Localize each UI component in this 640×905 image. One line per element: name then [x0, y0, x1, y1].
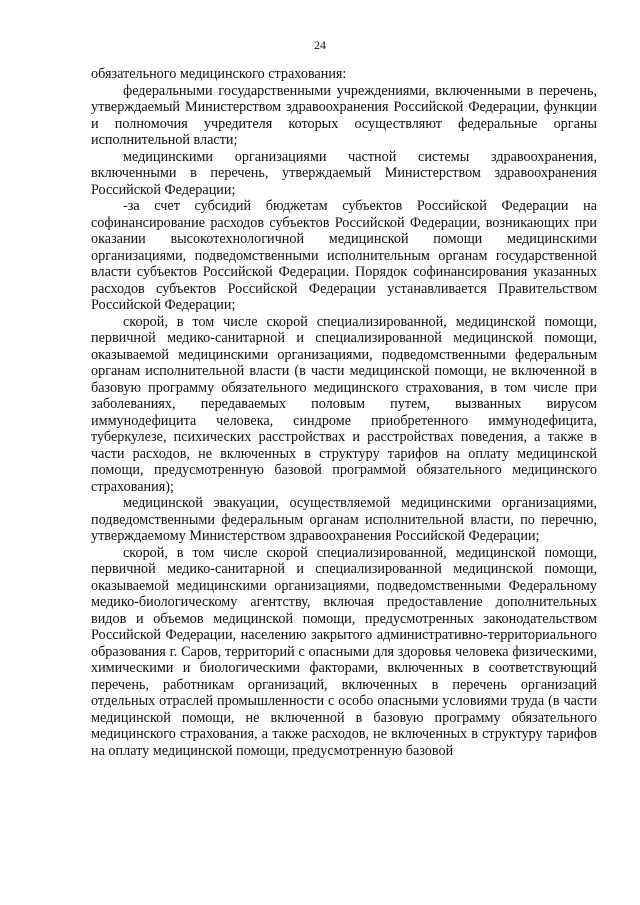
paragraph-private-organizations: медицинскими организациями частной системы здравоохранения, включенными в перечень, утверждаемый Министерством здравоохранения Российской Федерации; [91, 148, 597, 198]
paragraph-continuation: обязательного медицинского страхования: [91, 66, 347, 82]
document-body [91, 66, 597, 759]
page-number: 24 [314, 38, 326, 52]
paragraph-medical-evacuation: медицинской эвакуации, осуществляемой медицинскими организациями, подведомственными федеральным органам исполнительной власти, по перечню, утверждаемому Министерством здравоохранения Российской Федерации; [91, 495, 597, 544]
paragraph-subsidies: -за счет субсидий бюджетам субъектов Российской Федерации на софинансирование расходов субъектов Российской Федерации, возникающих при оказании высокотехнологичной медицинской помощи медицинскими организациями, подведомственными исполнительным органам государственной власти субъектов Российской Федерации. Порядок софинансирования указанных расходов субъектов Российской Федерации устанавливается Правительством Российской Федерации; [91, 198, 597, 313]
paragraph-fmba-care: скорой, в том числе скорой специализированной, медицинской помощи, первичной медико-санитарной и специализированной медицинской помощи, оказываемой медицинскими организациями, подведомственными Федеральному медико-биологическому агентству, включая предоставление дополнительных видов и объемов медицинской помощи, предусмотренных законодательством Российской Федерации, населению закрытого административно-территориального образования г. Саров, территорий с опасными для здоровья человека физическими, химическими и биологическими факторами, включенных в соответствующий перечень, работникам организаций, включенных в перечень организаций отдельных отраслей промышленности с особо опасными условиями труда (в части медицинской помощи, не включенной в базовую программу обязательного медицинского страхования, а также расходов, не включенных в структуру тарифов на оплату медицинской помощи, предусмотренную базовой [91, 544, 597, 759]
paragraph-emergency-care: скорой, в том числе скорой специализированной, медицинской помощи, первичной медико-санитарной и специализированной медицинской помощи, оказываемой медицинскими организациями, подведомственными федеральным органам исполнительной власти (в части медицинской помощи, не включенной в базовую программу обязательного медицинского страхования, в том числе при заболеваниях, передаваемых половым путем, вызванных вирусом иммунодефицита человека, синдроме приобретенного иммунодефицита, туберкулезе, психических расстройствах и расстройствах поведения, а также в части расходов, не включенных в структуру тарифов на оплату медицинской помощи, предусмотренную базовой программой обязательного медицинского страхования); [91, 313, 597, 495]
paragraph-federal-institutions: федеральными государственными учреждениями, включенными в перечень, утверждаемый Министерством здравоохранения Российской Федерации, функции и полномочия учредителя которых осуществляют федеральные органы исполнительной власти; [91, 82, 597, 148]
